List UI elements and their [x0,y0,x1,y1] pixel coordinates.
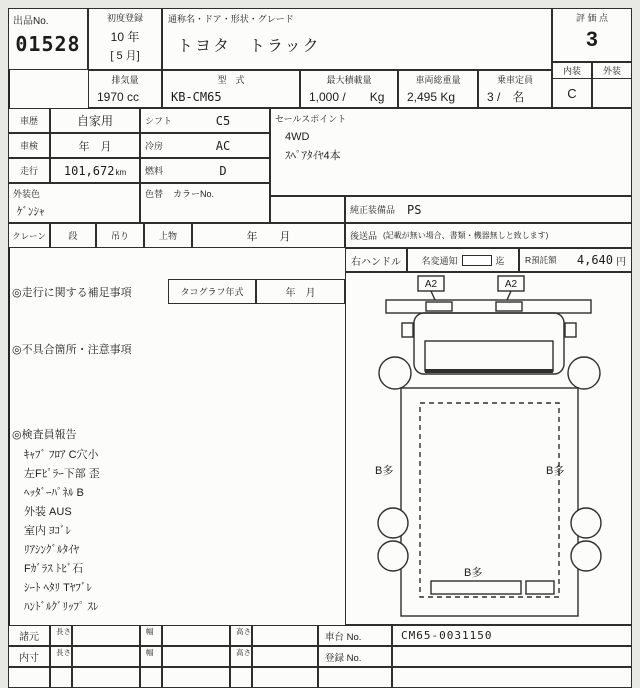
later-items-box [345,223,632,248]
name-change-field [462,255,492,266]
repaint-label: 色替 [145,189,164,199]
inspector-item: 外装 AUS [24,506,72,518]
exhibit-no-value: 01528 [15,32,81,56]
diagram-label-side-left: B多 [375,465,394,477]
inspector-item: ｼｰﾄ ﾍﾀﾘ Tﾔﾌﾞﾚ [24,582,92,594]
max-load-box [300,70,398,108]
inspector-heading: ◎検査員報告 [12,429,77,441]
vehicle-diagram-box [345,272,632,625]
windshield [425,341,553,371]
inspector-item: ﾘｱｼﾝｸﾞﾙﾀｲﾔ [24,544,79,556]
rear-wheel-right-2 [571,541,601,571]
gross-weight-box [398,70,478,108]
repaint-box [140,183,270,223]
upper-body-year-month: 年 月 [192,223,345,248]
front-detail-left [426,302,452,311]
name-change-label: 名変通知 [421,255,458,266]
genuine-equipment-box [345,196,632,223]
displacement-value: 1970 cc [97,89,140,104]
until-label: 迄 [495,255,505,266]
defects-heading: ◎不具合箇所・注意事項 [12,344,132,356]
mileage-note-heading: ◎走行に関する補足事項 [12,287,132,299]
vehicle-name-box [162,8,552,70]
front-detail-right [496,302,522,311]
exhibit-no-label: 出品No. [13,16,49,27]
max-load-value: 1,000 / Kg [309,90,385,104]
crane-stage-cell: 段 [50,223,96,248]
shift-label: シフト [145,116,173,126]
footer-row3-cell [72,667,140,688]
bed-inner-dashed [420,403,559,597]
diagram-label-front-left: A2 [424,279,438,290]
mileage-label: 走行 [8,158,50,183]
sales-point-box [270,108,632,196]
history-label: 車歴 [8,108,50,133]
deposit-label: R預託額 [525,255,557,265]
first-registration-box [88,8,162,70]
footer-row3-cell [50,667,72,688]
interior-grade: C [552,78,592,108]
rear-bumper [431,581,521,594]
inner-width-value [162,646,230,667]
cab-outline [414,313,564,374]
history-value: 自家用 [50,108,140,133]
seating-value: 3 / 名 [487,90,525,104]
score-box [552,8,632,62]
sales-point-2: ｽﾍﾟｱﾀｲﾔ4本 [285,150,341,162]
registration-no-label: 登録 No. [318,646,392,667]
mirror-left [402,323,413,337]
crane-hoist-cell: 吊り [96,223,144,248]
footer-row3-cell [230,667,252,688]
mileage-value: 101,672 [63,163,115,178]
height-value [252,625,318,646]
length-label: 長さ [50,625,72,646]
fuel-box [140,158,270,183]
rear-wheel-left-2 [378,541,408,571]
footer-row3-cell [140,667,162,688]
rear-wheel-right-1 [571,508,601,538]
inner-height-value [252,646,318,667]
handle-cell: 右ハンドル [345,248,407,272]
model-code-value: KB-CM65 [171,89,222,104]
genuine-equipment-label: 純正装備品 [350,205,396,215]
exterior-grade [592,78,632,108]
empty-cell [270,196,345,223]
rear-wheel-left-1 [378,508,408,538]
bed-outline [401,388,578,616]
interior-label [552,62,592,79]
chassis-no-value: CM65-0031150 [392,625,632,646]
tachograph-value: 年 月 [256,279,345,304]
ac-label: 冷房 [145,141,164,151]
deposit-cell [519,248,632,272]
chassis-no-label: 車台 No. [318,625,392,646]
sales-point-label: セールスポイント [275,114,347,124]
fuel-label: 燃料 [145,166,164,176]
displacement-box [88,70,162,108]
exterior-color-box [8,183,140,223]
gross-weight-label: 車両総重量 [415,75,461,85]
rear-detail [526,581,554,594]
inspector-item: ﾍｯﾀﾞｰﾊﾟﾈﾙ B [24,487,84,499]
diagram-label-front-right: A2 [504,279,518,290]
registration-no-value [392,646,632,667]
inner-length-label: 長さ [50,646,72,667]
genuine-equipment-value: PS [407,202,422,217]
vehicle-name-label: 通称名・ドア・形状・グレード [168,14,294,24]
name-change-cell [407,248,519,272]
mileage-unit: km [115,168,127,177]
crane-label: クレーン [8,223,50,248]
tachograph-label: タコグラフ年式 [168,279,256,304]
footer-row3-cell [318,667,392,688]
inspector-item: 室内 ﾖｺﾞﾚ [24,525,72,537]
inspector-item: 左Fﾋﾟﾗｰ下部 歪 [24,468,100,480]
model-code-label: 型 式 [217,75,245,85]
max-load-label: 最大積載量 [326,75,372,85]
inner-width-label: 幅 [140,646,162,667]
footer-row3-cell [252,667,318,688]
later-items-label: 後送品 [350,231,378,241]
ac-box [140,133,270,158]
diagram-label-side-right: B多 [546,465,565,477]
front-bumper [386,300,591,313]
seating-box [478,70,552,108]
front-wheel-left [379,357,411,389]
front-wheel-right [568,357,600,389]
inspection-label: 車検 [8,133,50,158]
inspector-item: ﾊﾝﾄﾞﾙｸﾞﾘｯﾌﾟ ｽﾚ [24,601,99,613]
width-label: 幅 [140,625,162,646]
upper-body-label: 上物 [144,223,192,248]
shift-box [140,108,270,133]
gross-weight-value: 2,495 Kg [407,89,456,104]
mileage-box [50,158,140,183]
score-value: 3 [586,28,598,51]
ac-value: AC [215,138,231,153]
exterior-color-value: ｹﾞﾝｼｬ [17,206,45,218]
first-registration-label: 初度登録 [106,13,143,23]
exterior-label-text: 外装 [602,66,621,76]
displacement-label: 排気量 [111,75,139,85]
interior-label-text: 内装 [562,66,581,76]
inspector-item: ｷｬﾌﾞ ﾌﾛｱ C穴小 [24,449,99,461]
deposit-unit: 円 [616,256,626,268]
exterior-label [592,62,632,79]
truck-top-view-diagram [346,273,631,624]
length-value [72,625,140,646]
footer-row3-cell [8,667,50,688]
inner-dims-row-label: 内寸 [8,646,50,667]
score-label: 評 価 点 [575,13,608,23]
mirror-right [565,323,576,337]
first-registration-month: [ 5 月] [110,50,140,62]
later-items-note: (記載が無い場合、書類・機器無しと致します) [383,231,549,240]
inspection-value: 年 月 [50,133,140,158]
footer-row3-cell [162,667,230,688]
shift-value: C5 [215,113,231,128]
inner-length-value [72,646,140,667]
dims-row-label: 諸元 [8,625,50,646]
inner-height-label: 高さ [230,646,252,667]
color-no-label: カラーNo. [173,189,215,199]
footer-row3-cell [392,667,632,688]
seating-label: 乗車定員 [496,75,533,85]
fuel-value: D [219,163,227,178]
height-label: 高さ [230,625,252,646]
deposit-value: 4,640 [576,253,613,267]
width-value [162,625,230,646]
vehicle-name-value: トヨタ トラック [177,38,321,55]
exhibit-no-box [8,8,88,70]
first-registration-year: 10 年 [110,30,140,44]
exterior-color-label: 外装色 [13,189,41,199]
model-code-box [162,70,300,108]
diagram-label-rear: B多 [464,567,483,579]
inspector-item: Fｶﾞﾗｽ ﾄﾋﾞ石 [24,563,84,575]
sales-point-1: 4WD [285,131,310,143]
